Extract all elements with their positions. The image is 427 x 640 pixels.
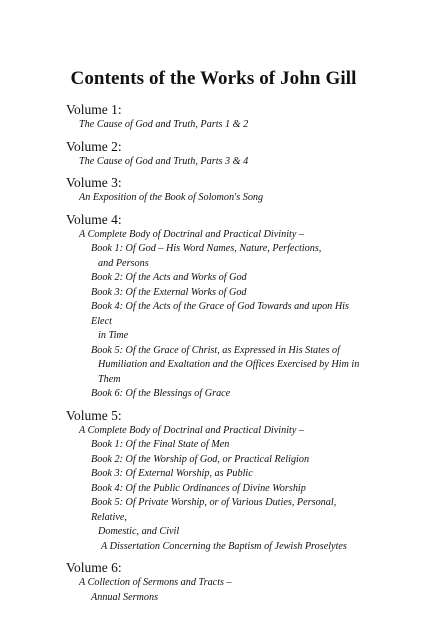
contents-entry: Book 3: Of External Worship, as Public (91, 468, 253, 479)
contents-entry: Annual Sermons (91, 591, 159, 603)
contents-entry: The Cause of God and Truth, Parts 3 & 4 (79, 155, 249, 167)
volume-heading: Volume 2: (66, 138, 122, 154)
contents-entry: An Exposition of the Book of Solomon's Song (79, 192, 264, 203)
contents-entry: Book 2: Of the Acts and Works of God (91, 272, 247, 283)
volume-section (66, 101, 366, 133)
contents-entry: Book 5: Of the Grace of Christ, as Expressed in His States of (91, 344, 340, 356)
contents-entry: Book 6: Of the Blessings of Grace (91, 388, 231, 399)
contents-entry: A Collection of Sermons and Tracts – (79, 577, 232, 588)
page-title: Contents of the Works of John Gill (70, 68, 357, 89)
contents-entry: Book 3: Of the External Works of God (91, 286, 247, 298)
volume-section (66, 407, 366, 555)
volume-heading: Volume 1: (66, 102, 122, 117)
contents-entry: A Dissertation Concerning the Baptism of Jewish Proselytes (101, 540, 347, 552)
contents-entry: Book 5: Of Private Worship, or of Various Duties, Personal, Relative, (91, 497, 337, 523)
table-of-contents (66, 96, 366, 605)
volume-heading: Volume 6: (66, 560, 122, 575)
volume-heading: Volume 4: (66, 211, 122, 227)
contents-entry: The Cause of God and Truth, Parts 1 & 2 (79, 119, 249, 130)
contents-entry: Book 1: Of the Final State of Men (91, 439, 230, 450)
contents-entry: Book 1: Of God – His Word Names, Nature, Perfections, (91, 243, 322, 254)
contents-entry: Book 2: Of the Worship of God, or Practical Religion (91, 453, 310, 465)
contents-entry: Book 4: Of the Acts of the Grace of God Towards and upon His Elect (91, 301, 349, 327)
contents-entry: Book 4: Of the Public Ordinances of Divine Worship (91, 482, 306, 494)
volume-section (66, 211, 366, 402)
volume-heading: Volume 5: (66, 407, 122, 423)
contents-entry: in Time (98, 330, 129, 341)
volume-section (66, 174, 366, 206)
contents-entry: A Complete Body of Doctrinal and Practical Divinity – (79, 424, 305, 436)
contents-entry: Humiliation and Exaltation and the Offices Exercised by Him in (98, 359, 360, 370)
volume-heading: Volume 3: (66, 175, 122, 190)
contents-entry: Domestic, and Civil (98, 526, 180, 537)
contents-entry: Them (98, 373, 121, 385)
contents-entry: and Persons (98, 257, 149, 269)
volume-section (66, 138, 366, 170)
contents-entry: A Complete Body of Doctrinal and Practical Divinity – (79, 228, 305, 240)
volume-section (66, 559, 366, 605)
